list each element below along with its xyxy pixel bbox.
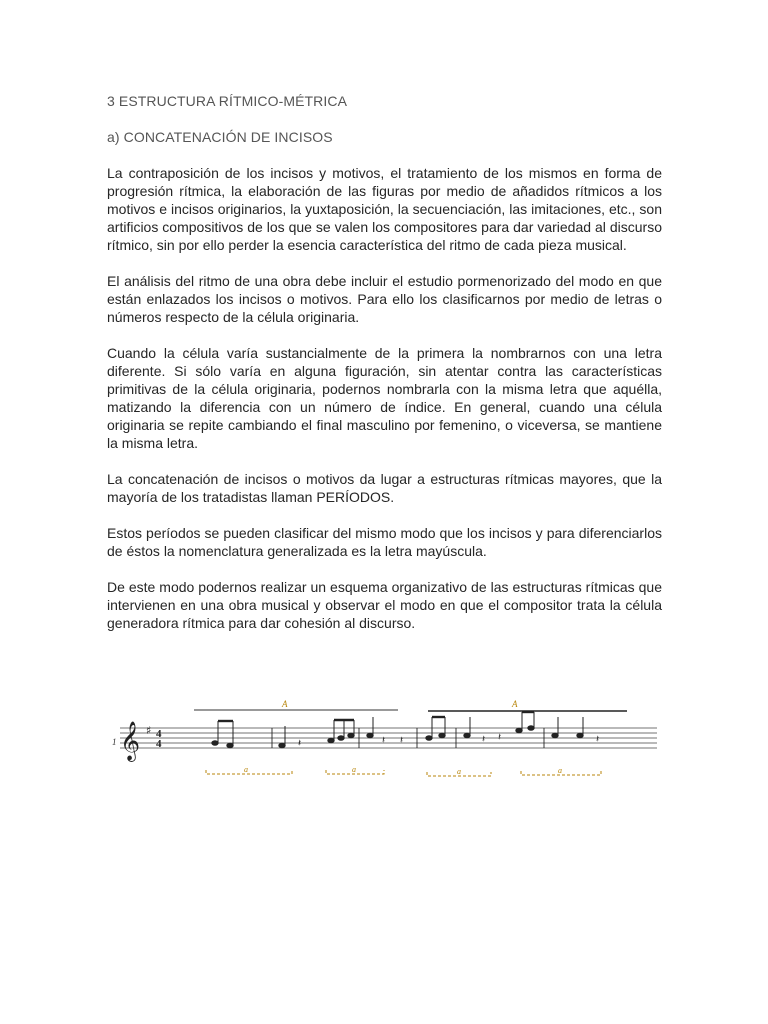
period-label-1: A: [282, 699, 288, 709]
svg-text:𝄽: 𝄽: [382, 735, 386, 746]
staff-lines: [120, 728, 657, 748]
svg-text:𝄽: 𝄽: [498, 732, 502, 743]
svg-text:𝄽: 𝄽: [596, 734, 600, 745]
incise-label-4: a: [558, 766, 562, 775]
paragraph-5: Estos períodos se pueden clasificar del mismo modo que los incisos y para diferenciarlos de éstos la nomenclatura generalizada es la letra mayúscula.: [107, 525, 662, 559]
sharp-icon: ♯: [146, 724, 152, 737]
period-label-2: A: [512, 699, 518, 709]
music-score-example: [112, 690, 657, 785]
incise-brackets: [206, 770, 601, 776]
time-signature: [156, 728, 162, 750]
score-svg: [112, 690, 657, 785]
incise-label-1: a: [244, 765, 248, 774]
svg-text:𝄽: 𝄽: [298, 738, 302, 749]
svg-text:𝄽: 𝄽: [400, 735, 404, 746]
paragraph-3: Cuando la célula varía sustancialmente de la primera la nombrarnos con una letra diferente. Si sólo varía en alguna figuración, sin atentar contra las características primitivas de la célula originaria, podernos nombrarla con la misma letra que aquélla, matizando la diferencia con un número de índice. En general, cuando una célula originaria se repite cambiando el final masculino por femenino, o viceversa, se mantiene la misma letra.: [107, 345, 662, 451]
period-bracket-2: [428, 699, 627, 711]
incise-label-2: a: [352, 765, 356, 774]
paragraph-1: La contraposición de los incisos y motivos, el tratamiento de los mismos en forma de progresión rítmica, la elaboración de las figuras por medio de añadidos rítmicos a los motivos e incisos originarios, la yuxtaposición, la secuenciación, las imitaciones, etc., son artificios compositivos de los que se valen los compositores para dar variedad al discurso rítmico, sin por ello perder la esencia característica del ritmo de cada pieza musical.: [107, 165, 662, 253]
svg-text:4: 4: [156, 728, 162, 740]
incise-label-3: a: [457, 767, 461, 776]
notes: [212, 712, 599, 749]
paragraph-4: La concatenación de incisos o motivos da lugar a estructuras rítmicas mayores, que la mayoría de los tratadistas llaman PERÍODOS.: [107, 471, 662, 505]
svg-text:4: 4: [156, 738, 162, 750]
paragraph-6: De este modo podernos realizar un esquema organizativo de las estructuras rítmicas que intervienen en una obra musical y observar el modo en que el compositor trata la célula generadora rítmica para dar cohesión al discurso.: [107, 579, 662, 631]
document-body: [107, 92, 662, 650]
subsection-heading: a) CONCATENACIÓN DE INCISOS: [107, 129, 333, 145]
period-bracket-1: [194, 699, 398, 710]
section-heading: 3 ESTRUCTURA RÍTMICO-MÉTRICA: [107, 93, 348, 109]
treble-clef-icon: 𝄞: [120, 721, 141, 761]
svg-text:𝄽: 𝄽: [482, 734, 486, 745]
paragraph-2: El análisis del ritmo de una obra debe incluir el estudio pormenorizado del modo en que están enlazados los incisos o motivos. Para ello los clasificarnos por medio de letras o números respecto de la célula originaria.: [107, 273, 662, 325]
measure-number: 1: [112, 737, 117, 747]
